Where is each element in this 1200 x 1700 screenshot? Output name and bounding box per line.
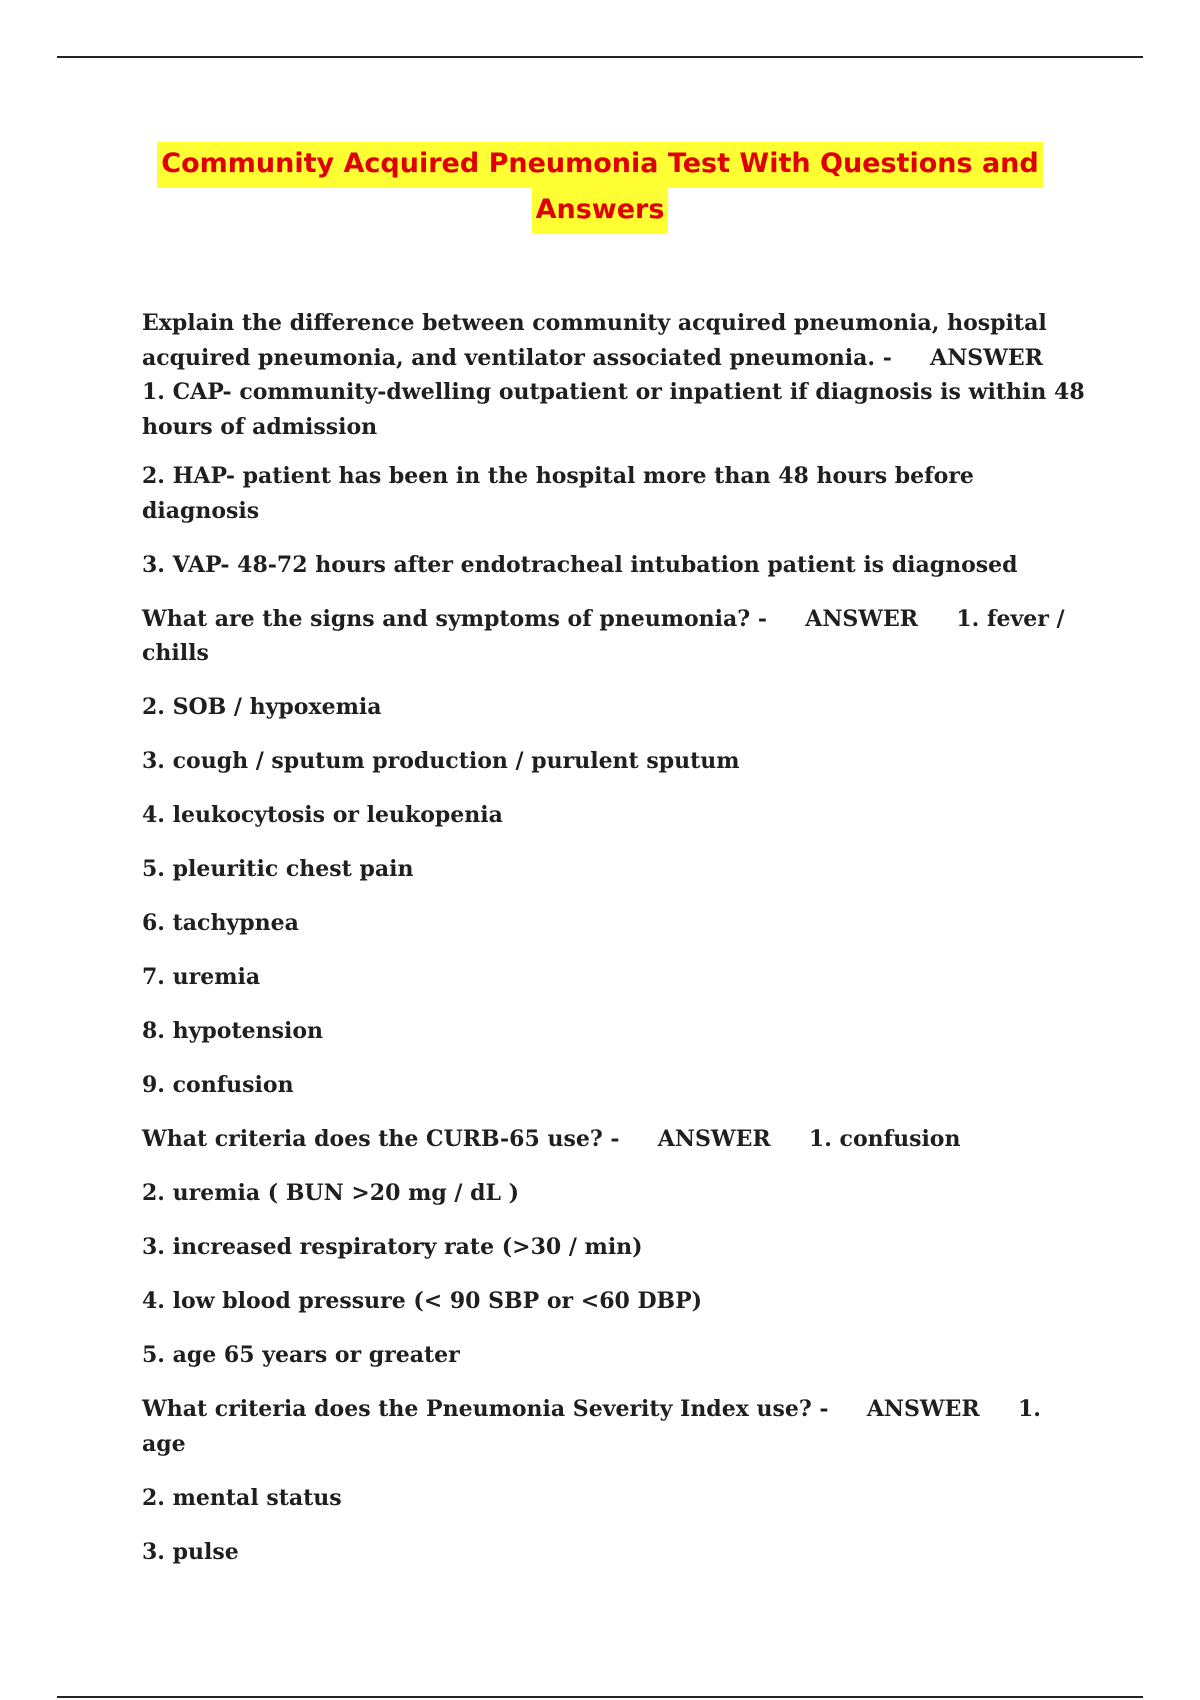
- paragraph-q1-item-2: 2. HAP- patient has been in the hospital more than 48 hours before diagnosis: [142, 463, 982, 524]
- document-body: [142, 306, 1092, 1589]
- title-line-2: Answers: [532, 188, 669, 234]
- paragraph-q3-item-5: 5. age 65 years or greater: [142, 1342, 460, 1368]
- paragraph-q3-item-3: 3. increased respiratory rate (>30 / min): [142, 1234, 643, 1260]
- paragraph-q2-item-9: 9. confusion: [142, 1072, 294, 1098]
- paragraph-q4-item-3: 3. pulse: [142, 1538, 239, 1565]
- bottom-rule: [57, 1696, 1143, 1698]
- paragraph-q4: What criteria does the Pneumonia Severity Index use? - ANSWER 1. age: [142, 1396, 1049, 1457]
- title-line-1: Community Acquired Pneumonia Test With Questions and: [157, 142, 1042, 188]
- paragraph-q2-item-7: 7. uremia: [142, 964, 261, 990]
- paragraph-q3-item-4: 4. low blood pressure (< 90 SBP or <60 DBP): [142, 1288, 703, 1314]
- paragraph-q3: What criteria does the CURB-65 use? - ANSWER 1. confusion: [142, 1126, 961, 1152]
- paragraph-q2-item-2: 2. SOB / hypoxemia: [142, 694, 382, 720]
- paragraph-q2-item-8: 8. hypotension: [142, 1018, 324, 1044]
- paragraph-q2-item-3: 3. cough / sputum production / purulent sputum: [142, 748, 740, 774]
- paragraph-q1-item-3: 3. VAP- 48-72 hours after endotracheal intubation patient is diagnosed: [142, 551, 1018, 578]
- paragraph-q1: Explain the difference between community acquired pneumonia, hospital acquired pneumonia, and ventilator associated pneumonia. - ANSWER 1. CAP- community-dwelling outpatient or inpatient if diagnosis is within 48 hours of admission: [142, 310, 1093, 440]
- paragraph-q2-item-6: 6. tachypnea: [142, 910, 299, 936]
- paragraph-q3-item-2: 2. uremia ( BUN >20 mg / dL ): [142, 1180, 520, 1206]
- paragraph-q4-item-2: 2. mental status: [142, 1484, 342, 1511]
- top-rule: [57, 56, 1143, 58]
- paragraph-q2-item-4: 4. leukocytosis or leukopenia: [142, 802, 503, 828]
- document-title: [100, 142, 1100, 234]
- paragraph-q2-item-5: 5. pleuritic chest pain: [142, 856, 414, 882]
- paragraph-q2: What are the signs and symptoms of pneumonia? - ANSWER 1. fever / chills: [142, 605, 1073, 666]
